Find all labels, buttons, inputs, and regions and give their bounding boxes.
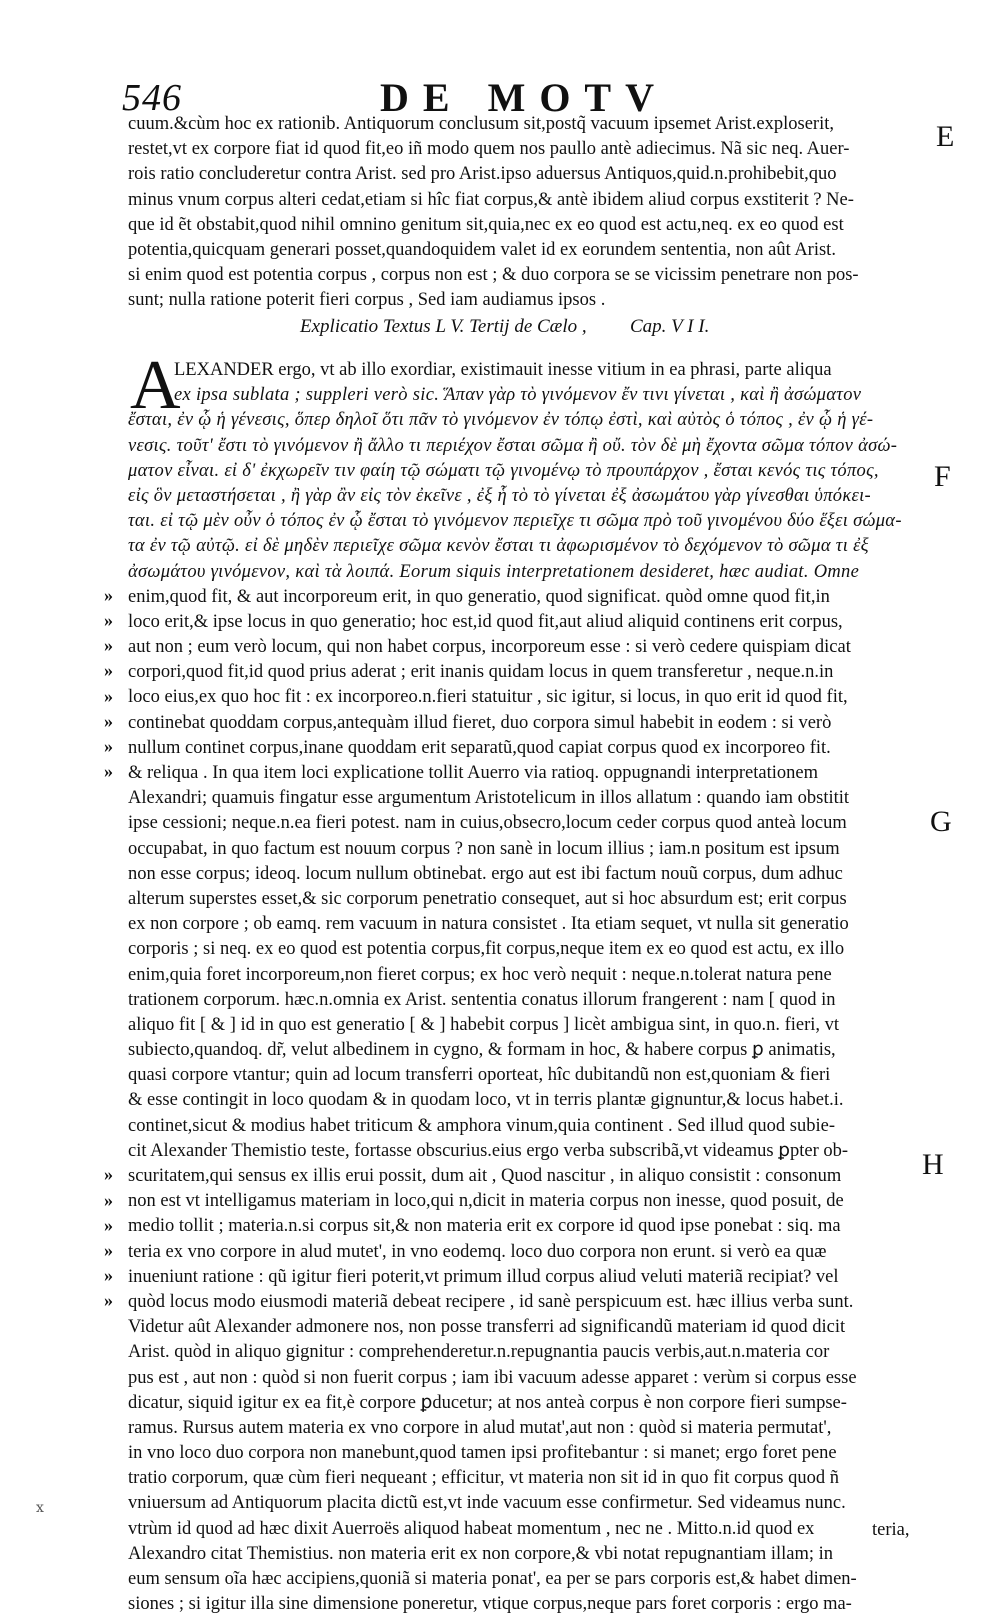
text-line: que id ẽt obstabit,quod nihil omnino genitum sit,quia,nec ex eo quod est actu,neq. ex eo quod est (128, 214, 844, 235)
quote-mark: » (104, 1214, 113, 1235)
text-line: inueniunt ratione : qũ igitur fieri poterit,vt primum illud corpus aliud veluti materiã recipiat? vel (128, 1266, 839, 1287)
text-line: cuum.&cùm hoc ex rationib. Antiquorum conclusum sit,postq̃ vacuum ipsemet Arist.exploserit, (128, 114, 834, 134)
catchword: teria, (872, 1520, 910, 1540)
main-commentary (128, 347, 920, 1617)
text-line: Alexandri; quamuis fingatur esse argumentum Aristotelicum in illos allatum : quando iam obstitit (128, 788, 850, 809)
text-line: νεσις. τοῦτ' ἔστι τὸ γινόμενον ἢ ἄλλο τι περιέχον ἔσται σῶμα ἢ οὔ. τὸν δὲ μὴ ἔχοντα σῶμα τόπον ἀσώ- (128, 435, 898, 456)
text-line: corporis ; si neq. ex eo quod est potentia corpus,fit corpus,neque item ex eo quod est actu, ex illo (128, 939, 845, 960)
text-line: sunt; nulla ratione poterit fieri corpus , Sed iam audiamus ipsos . (128, 290, 606, 311)
quote-mark: » (104, 1240, 113, 1260)
text-line: loco eius,ex quo hoc fit : ex incorporeo.n.fieri statuitur , sic igitur, si locus, in quo erit id quod fit, (128, 687, 848, 708)
text-line: tratio corporum, quæ cùm fieri nequeant ; efficitur, vt materia non sit id in quo fit corpus quod ñ (128, 1468, 840, 1489)
text-line: Videtur aût Alexander admonere nos, non posse transferri ad significandũ materiam id quod dicit (128, 1317, 846, 1338)
text-line: alterum superstes esset,& sic corporum penetratio consequet, aut si hoc absurdum est; erit corpus (128, 888, 847, 909)
stray-mark: ⅹ (36, 1501, 44, 1516)
quote-mark: » (104, 1290, 113, 1311)
margin-letter-f: F (934, 460, 951, 493)
quote-mark: » (104, 1189, 113, 1210)
quote-mark: » (104, 660, 113, 681)
text-line: nullum continet corpus,inane quoddam erit separatũ,quod capiat corpus quod ex incorporeo fit. (128, 737, 831, 758)
text-line: τα ἐν τῷ αὐτῷ. εἰ δὲ μηδὲν περιεῖχε σῶμα κενὸν ἔσται τι ἀφωρισμένον τὸ δεχόμενον τὸ σῶμα τι ἐξ (128, 536, 869, 557)
text-line: non est vt intelligamus materiam in loco,qui n,dicit in materia corpus non inesse, quod posuit, de (128, 1191, 844, 1212)
text-line: scuritatem,qui sensus ex illis erui possit, dum ait , Quod nascitur , in aliquo consistit : consonum (128, 1166, 842, 1186)
section-title: Explicatio Textus L V. Tertij de Cælo , (300, 316, 587, 337)
text-line: vniuersum ad Antiquorum placita dictũ est,vt inde vacuum esse confirmetur. Sed videamus nunc. (128, 1493, 846, 1514)
quote-mark: » (104, 1164, 113, 1185)
text-line: & esse contingit in loco quodam & in quodam loco, vt in terris plantæ gignuntur,& locus habet.i. (128, 1090, 844, 1111)
text-line: potentia,quicquam generari posset,quandoquidem valet id ex eorundem sententia, non aût Arist. (128, 239, 836, 260)
text-line: siones ; si igitur illa sine dimensione poneretur, vtique corpus,neque pars foret corporis : ergo ma- (128, 1594, 852, 1615)
text-line: ἀσωμάτου γινόμενον, καὶ τὰ λοιπά. Eorum siquis interpretationem desideret, hæc audiat. Omne (128, 561, 860, 582)
text-line: restet,vt ex corpore fiat id quod fit,eo iñ modo quem nos paullo antè adiecimus. Nã sic neq. Auer- (128, 139, 850, 160)
text-line: rois ratio concluderetur contra Arist. sed pro Arist.ipso aduersus Antiquos,quid.n.prohibebit,quo (128, 164, 837, 185)
text-line: ipse cessioni; neque.n.ea fieri potest. nam in cuius,obsecro,locum ceder corpus quod anteà locum (128, 813, 847, 834)
text-line: teria ex vno corpore in alud mutet', in vno eodemq. loco duo corpora non erunt. si verò ea quæ (128, 1241, 827, 1262)
opening-paragraph (128, 112, 920, 314)
quote-mark: » (104, 635, 113, 656)
text-line: aut non ; eum verò locum, qui non habet corpus, incorporeum esse : si verò cedere quispiam dicat (128, 637, 851, 658)
text-line: pus est , aut non : quòd si non fuerit corpus ; iam ibi vacuum adesse apparet : verùm si corpus esse (128, 1367, 857, 1388)
text-line: trationem corporum. hæc.n.omnia ex Arist. sententia conatus illorum frangerent : nam [ quod in (128, 989, 836, 1010)
text-line: dicatur, siquid igitur ex ea fit,è corpore ꝑducetur; at nos anteà corpus è non corpore fieri sumpse- (128, 1392, 847, 1413)
section-heading (300, 316, 780, 344)
text-line: ramus. Rursus autem materia ex vno corpore in alud mutat',aut non : quòd si materia permutat', (128, 1417, 832, 1438)
margin-letter-h: H (922, 1148, 944, 1181)
text-line: non esse corpus; ideoq. locum nullum obtinebat. ergo aut est ibi factum nouũ corpus, dum adhuc (128, 863, 843, 884)
text-line: si enim quod est potentia corpus , corpus non est ; & duo corpora se se vicissim penetrare non pos- (128, 265, 859, 286)
margin-letter-g: G (930, 805, 952, 838)
text-line: continebat quoddam corpus,antequàm illud fieret, duo corpora simul habebit in eodem : si verò (128, 712, 832, 733)
text-line: cit Alexander Themistio teste, fortasse obscurius.eius ergo verba subscribã,vt videamus ꝑpter ob- (128, 1140, 849, 1161)
text-line: LEXANDER ergo, vt ab illo exordiar, existimauit inesse vitium in ea phrasi, parte aliqua (174, 360, 832, 380)
text-line: corpori,quod fit,id quod prius aderat ; erit inanis quidam locus in quem transferetur , neque.n.in (128, 662, 834, 683)
text-line: loco erit,& ipse locus in quo generatio; hoc est,id quod fit,aut aliud aliquid continens erit corpus, (128, 611, 843, 632)
text-line: ἔσται, ἐν ᾧ ἡ γένεσις, ὅπερ δηλοῖ ὅτι πᾶν τὸ γινόμενον ἐν τόπῳ ἐστὶ, καὶ αὐτὸς ὁ τόπος , ἐν ᾧ ἡ γέ- (128, 410, 874, 431)
quote-mark: » (104, 1265, 113, 1286)
text-line: minus vnum corpus alteri cedat,etiam si hîc fiat corpus,& antè ibidem aliud corpus exstiterit ? Ne- (128, 189, 854, 210)
text-line: Alexandro citat Themistius. non materia erit ex non corpore,& vbi notat repugnantiam illam; in (128, 1543, 834, 1564)
text-line: ex non corpore ; ob eamq. rem vacuum in natura consistet . Ita etiam sequet, vt nulla sit generatio (128, 914, 849, 935)
text-line: quòd locus modo eiusmodi materiã debeat recipere , id sanè perspicuum est. hæc illius verba sunt. (128, 1291, 854, 1312)
quote-mark: » (104, 736, 113, 756)
text-line: enim,quia foret incorporeum,non fieret corpus; ex hoc verò nequit : neque.n.tolerat natura pene (128, 964, 832, 985)
chapter-label: Cap. V I I. (630, 316, 710, 337)
running-title: DE MOTV (380, 75, 668, 120)
quote-mark: » (104, 685, 113, 706)
page-number: 546 (122, 77, 182, 119)
quote-mark: » (104, 761, 113, 782)
text-line: ματον εἶναι. εἰ δ' ἐκχωρεῖν τιν φαίη τῷ σώματι τῷ γινομένῳ τὸ προυπάρχον , ἔσται κενός τις τόπος, (128, 460, 879, 481)
quote-mark: » (104, 584, 113, 605)
text-line: subiecto,quandoq. dr̃, velut albedinem in cygno, & formam in hoc, & habere corpus ꝑ animatis, (128, 1040, 836, 1061)
quote-mark: » (104, 610, 113, 630)
text-line: & reliqua . In qua item loci explicatione tollit Auerro via ratioq. oppugnandi interpretationem (128, 763, 818, 783)
text-line: occupabat, in quo factum est nouum corpus ? non sanè in locum illius ; iam.n positum est ipsum (128, 838, 840, 859)
text-line: ται. εἰ τῷ μὲν οὖν ὁ τόπος ἐν ᾧ ἔσται τὸ γινόμενον περιεῖχε τι σῶμα πρὸ τοῦ γινομένου δύο ἕξει σώμα- (128, 511, 902, 532)
text-line: eum sensum oĩa hæc accipiens,quoniã si materia ponat', ea per se pars corporis est,& habet dimen- (128, 1569, 857, 1589)
quote-mark: » (104, 710, 113, 731)
text-line: quasi corpore vtantur; quin ad locum transferri oporteat, hîc dubitandũ non est,quoniam & fieri (128, 1065, 831, 1086)
drop-capital: A (130, 347, 181, 424)
margin-letter-e: E (936, 120, 955, 153)
text-line: aliquo fit [ & ] id in quo est generatio [ & ] habebit corpus ] licèt ambigua sint, in quo.n. fieri, vt (128, 1014, 840, 1035)
text-line: εἰς ὃν μεταστήσεται , ἢ γὰρ ἂν εἰς τὸν ἐκεῖνε , ἐξ ἧ τὸ τὸ γίνεται ἐξ ἀσωμάτου γὰρ γίνεσθαι ὑπόκει- (128, 485, 872, 506)
text-line: medio tollit ; materia.n.si corpus sit,& non materia erit ex corpore id quod ipse ponebat : siq. ma (128, 1216, 841, 1237)
text-line: ex ipsa sublata ; suppleri verò sic. Ἅπαν γὰρ τὸ γινόμενον ἔν τινι γίνεται , καὶ ἢ ἀσώματον (174, 385, 862, 406)
text-line: continet,sicut & modius habet triticum & amphora vinum,quia continent . Sed illud quod subie- (128, 1115, 836, 1136)
text-line: vtrùm id quod ad hæc dixit Auerroës aliquod habeat momentum , nec ne . Mitto.n.id quod ex (128, 1518, 815, 1539)
text-line: Arist. quòd in aliquo gignitur : comprehenderetur.n.repugnantia paucis verbis,aut.n.materia cor (128, 1342, 830, 1363)
text-line: enim,quod fit, & aut incorporeum erit, in quo generatio, quod significat. quòd omne quod fit,in (128, 586, 830, 607)
text-line: in vno loco duo corpora non manebunt,quod tamen ipsi profitebantur : si manet; ergo foret pene (128, 1443, 837, 1464)
